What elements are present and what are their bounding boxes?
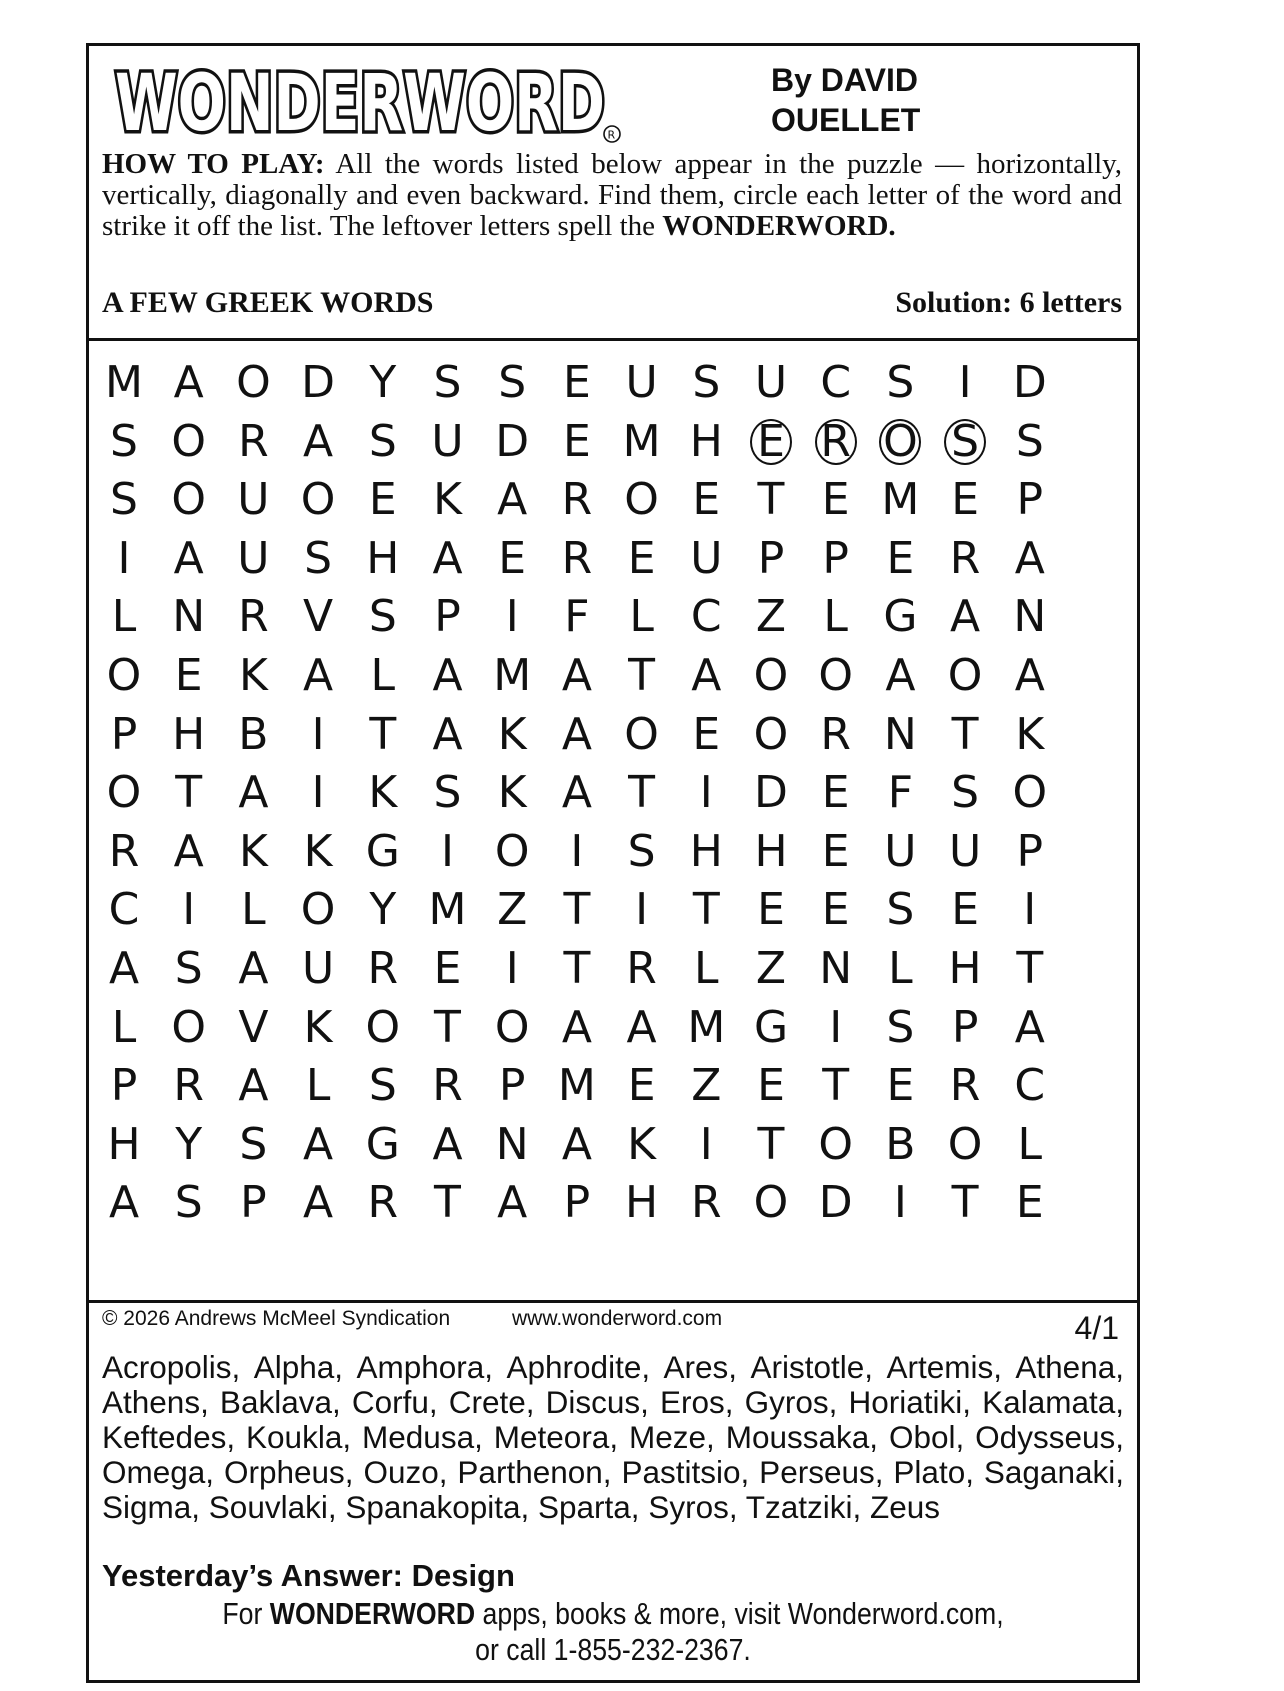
grid-cell[interactable]: I (958, 357, 972, 408)
grid-cell[interactable]: S (433, 357, 462, 408)
grid-cell[interactable]: A (1014, 1001, 1045, 1053)
grid-cell[interactable]: Z (691, 1060, 722, 1112)
grid-cell[interactable]: T (628, 650, 656, 701)
grid-cell[interactable]: O (624, 474, 659, 526)
grid-cell[interactable]: I (505, 943, 519, 994)
grid-cell[interactable]: A (173, 532, 204, 584)
grid-cell[interactable]: A (626, 1001, 657, 1053)
grid-cell[interactable]: Z (755, 591, 787, 643)
grid-cell[interactable]: A (561, 1001, 592, 1053)
grid-cell[interactable]: P (822, 532, 849, 584)
grid-cell[interactable]: O (494, 825, 530, 877)
promo-brand: WONDERWORD (269, 1596, 476, 1631)
grid-cell[interactable]: E (562, 357, 591, 408)
grid-cell[interactable]: O (753, 650, 789, 701)
solution-length: Solution: 6 letters (895, 286, 1122, 319)
grid-cell[interactable]: A (432, 532, 463, 584)
grid-cell[interactable]: T (692, 884, 720, 936)
grid-cell[interactable]: S (886, 357, 915, 408)
how-to-play-end: WONDERWORD. (662, 210, 896, 242)
grid-cell[interactable]: S (304, 532, 333, 584)
grid-cell[interactable]: M (881, 474, 920, 526)
logo-text: WONDERWORD (115, 59, 605, 148)
grid-cell[interactable]: P (110, 708, 138, 760)
grid-cell[interactable]: U (948, 825, 982, 877)
grid-cell[interactable]: T (951, 708, 979, 760)
grid-cell[interactable]: I (829, 1001, 843, 1053)
grid-cell[interactable]: O (236, 357, 271, 408)
grid-cell[interactable]: A (303, 1118, 334, 1170)
grid-cell[interactable]: L (111, 591, 137, 643)
promo (162, 1596, 1063, 1668)
grid-cell[interactable]: T (628, 767, 656, 819)
grid-cell[interactable]: H (107, 1118, 141, 1170)
grid-cell[interactable]: R (801, 411, 871, 473)
grid-cell[interactable]: S (368, 1060, 397, 1112)
grid-cell[interactable]: G (753, 1001, 789, 1053)
grid-cell[interactable]: C (820, 357, 852, 408)
grid-cell[interactable]: H (689, 415, 723, 467)
grid-cell[interactable]: K (497, 708, 527, 760)
grid-cell[interactable]: A (885, 650, 916, 701)
grid-cell[interactable]: N (172, 591, 206, 643)
grid-cell[interactable]: F (564, 591, 590, 643)
grid-cell[interactable]: A (108, 943, 140, 994)
grid-cell[interactable]: E (821, 767, 850, 819)
grid-cell[interactable]: R (561, 532, 593, 584)
grid-cell[interactable]: O (171, 415, 206, 467)
grid-cell[interactable]: U (301, 943, 335, 994)
grid-cell[interactable]: S (886, 1001, 915, 1053)
grid-cell[interactable]: P (240, 1177, 267, 1229)
grid-cell[interactable]: E (368, 474, 397, 526)
grid-cell[interactable]: B (885, 1118, 916, 1170)
grid-cell[interactable]: S (498, 357, 527, 408)
grid-cell[interactable]: T (369, 708, 397, 760)
grid-cell[interactable]: L (305, 1060, 331, 1112)
grid-cell[interactable]: O (106, 650, 142, 701)
grid-cell[interactable]: P (498, 1060, 526, 1112)
grid-cell[interactable]: A (1014, 532, 1045, 584)
grid-cell[interactable]: U (754, 357, 788, 408)
grid-cell[interactable]: U (431, 415, 464, 467)
grid-cell[interactable]: L (823, 591, 848, 643)
grid-cell[interactable]: R (432, 1060, 463, 1112)
grid-cell[interactable]: A (561, 650, 592, 701)
grid-cell[interactable]: P (1016, 474, 1044, 526)
grid-cell[interactable]: R (108, 825, 140, 877)
grid-cell[interactable]: K (238, 650, 268, 701)
grid-cell[interactable]: O (171, 1001, 206, 1053)
grid-cell[interactable]: S (886, 884, 915, 936)
grid-cell[interactable]: E (951, 474, 979, 526)
grid-cell[interactable]: S (930, 411, 1000, 473)
grid-cell[interactable]: N (1013, 591, 1047, 643)
grid-cell[interactable]: S (110, 415, 138, 467)
grid-cell[interactable]: E (692, 708, 721, 760)
grid-cell[interactable]: A (950, 591, 981, 643)
grid-cell[interactable]: E (433, 943, 462, 994)
grid-cell[interactable]: I (1023, 884, 1037, 936)
grid-cell[interactable]: L (629, 591, 654, 643)
grid-cell[interactable]: Z (497, 884, 528, 936)
grid-cell[interactable]: O (947, 650, 983, 701)
grid-cell[interactable]: V (303, 591, 334, 643)
grid-cell[interactable]: U (690, 532, 723, 584)
grid-cell[interactable]: B (238, 708, 269, 760)
how-to-play (102, 149, 1122, 242)
grid-cell[interactable]: E (951, 884, 979, 936)
grid-cell[interactable]: I (311, 767, 325, 819)
grid-cell[interactable]: H (948, 943, 982, 994)
byline-line-1: By DAVID (771, 62, 918, 98)
grid-cell[interactable]: E (821, 825, 850, 877)
grid-cell[interactable]: I (699, 1118, 713, 1170)
grid-cell[interactable]: O (753, 708, 789, 760)
puzzle-date: 4/1 (1074, 1310, 1119, 1346)
grid-cell[interactable]: A (238, 943, 269, 994)
promo-line-2: or call 1-855-232-2367. (475, 1632, 751, 1667)
how-to-play-label: HOW TO PLAY: (102, 148, 325, 180)
yesterdays-answer: Yesterday’s Answer: Design (102, 1558, 515, 1593)
grid-cell[interactable]: S (951, 767, 980, 819)
grid-cell[interactable]: A (432, 708, 463, 760)
grid-cell[interactable]: F (887, 767, 914, 819)
puzzle-theme: A FEW GREEK WORDS (102, 286, 434, 319)
grid-cell[interactable]: T (175, 767, 203, 819)
grid-cell[interactable]: R (949, 1060, 981, 1112)
grid-cell[interactable]: N (819, 943, 853, 994)
grid-cell[interactable]: E (627, 532, 656, 584)
grid-cell[interactable]: R (626, 943, 657, 994)
grid-cell[interactable]: O (494, 1001, 530, 1053)
grid-cell[interactable]: M (557, 1060, 596, 1112)
grid-cell[interactable]: D (754, 767, 788, 819)
grid-cell[interactable]: O (300, 884, 336, 936)
grid-cell[interactable]: C (690, 591, 722, 643)
grid-cell[interactable]: R (238, 415, 269, 467)
grid-cell[interactable]: A (173, 825, 204, 877)
grid-cell[interactable]: T (563, 943, 591, 994)
grid-cell[interactable]: O (365, 1001, 401, 1053)
grid-cell[interactable]: K (238, 825, 268, 877)
grid-cell[interactable]: O (753, 1177, 789, 1229)
grid-cell[interactable]: A (691, 650, 722, 701)
grid-cell[interactable]: M (687, 1001, 726, 1053)
grid-cell[interactable]: Y (175, 1118, 203, 1170)
grid-cell[interactable]: T (951, 1177, 979, 1229)
grid-cell[interactable]: E (692, 474, 721, 526)
grid-cell[interactable]: M (622, 415, 661, 467)
grid-cell[interactable]: I (699, 767, 713, 819)
grid-cell[interactable]: D (818, 1177, 853, 1229)
copyright: © 2026 Andrews McMeel Syndication (102, 1307, 451, 1330)
puzzle-footer (89, 1304, 1137, 1684)
grid-cell[interactable]: U (237, 474, 270, 526)
grid-cell[interactable]: M (493, 650, 532, 701)
website-text: www.wonderword.com (512, 1307, 723, 1330)
grid-cell[interactable]: A (561, 767, 592, 819)
promo-line-1 (162, 1596, 1063, 1632)
grid-cell[interactable]: P (1016, 825, 1044, 877)
grid-cell[interactable]: I (635, 884, 649, 936)
grid-cell[interactable]: R (691, 1177, 722, 1229)
grid-cell[interactable]: K (433, 474, 462, 526)
grid-cell[interactable]: P (110, 1060, 138, 1112)
grid-cell[interactable]: O (1012, 767, 1048, 819)
grid-cell[interactable]: O (818, 1118, 853, 1170)
grid-cell[interactable]: T (434, 1177, 461, 1229)
grid-cell[interactable]: U (237, 532, 270, 584)
grid-cell[interactable]: M (105, 357, 143, 408)
grid-cell[interactable]: D (301, 357, 336, 408)
grid-cell[interactable]: S (239, 1118, 268, 1170)
grid-cell[interactable]: I (505, 591, 519, 643)
grid-cell[interactable]: O (171, 474, 206, 526)
grid-cell[interactable]: S (110, 474, 138, 526)
grid-cell[interactable]: C (108, 884, 140, 936)
grid-cell[interactable]: E (562, 415, 591, 467)
grid-cell[interactable]: G (883, 591, 918, 643)
grid-cell[interactable]: R (561, 474, 593, 526)
puzzle-frame (86, 43, 1140, 1683)
grid-cell[interactable]: A (432, 1118, 463, 1170)
grid-cell[interactable]: K (303, 1001, 333, 1053)
grid-cell[interactable]: O (947, 1118, 983, 1170)
grid-cell[interactable]: E (886, 1060, 915, 1112)
grid-cell[interactable]: K (1015, 708, 1045, 760)
grid-cell[interactable]: A (173, 357, 204, 408)
grid-cell[interactable]: E (757, 1060, 785, 1112)
grid-cell[interactable]: K (627, 1118, 657, 1170)
grid-cell[interactable]: U (625, 357, 658, 408)
grid-cell[interactable]: U (884, 825, 917, 877)
grid-cell[interactable]: M (428, 884, 467, 936)
grid-cell[interactable]: E (1015, 1177, 1044, 1229)
grid-cell[interactable]: Y (369, 884, 397, 936)
letter-grid[interactable] (89, 344, 1137, 1299)
grid-cell[interactable]: I (441, 825, 454, 877)
grid-cell[interactable]: O (624, 708, 659, 760)
grid-cell[interactable]: I (182, 884, 196, 936)
grid-cell[interactable]: S (627, 825, 656, 877)
grid-cell[interactable]: G (365, 1118, 400, 1170)
promo-prefix: For (222, 1596, 270, 1631)
svg-text:R: R (607, 128, 616, 142)
byline (771, 60, 920, 140)
theme-row (102, 286, 1122, 326)
grid-cell[interactable]: A (303, 415, 334, 467)
grid-cell[interactable]: A (1014, 650, 1045, 701)
grid-cell[interactable]: C (1014, 1060, 1046, 1112)
grid-cell[interactable]: E (821, 474, 850, 526)
grid-cell[interactable]: K (303, 825, 333, 877)
grid-cell[interactable]: S (692, 357, 721, 408)
grid-cell[interactable]: R (820, 708, 851, 760)
grid-cell[interactable]: I (311, 708, 325, 760)
word-list: Acropolis, Alpha, Amphora, Aphrodite, Ares, Aristotle, Artemis, Athena, Athens, Baklava, Corfu, Crete, Discus, Eros, Gyros, Horiatiki, Kalamata, Keftedes, Koukla, Medusa, Meteora, Meze, Moussaka, Obol, Odysseus, Omega, Orpheus, Ouzo, Parthenon, Pastitsio, Perseus, Plato, Saganaki, Sigma, Souvlaki, Spanakopita, Sparta, Syros, Tzatziki, Zeus (102, 1349, 1124, 1525)
grid-cell[interactable]: S (1015, 415, 1044, 467)
grid-cell[interactable]: E (174, 650, 203, 701)
grid-cell[interactable]: L (1017, 1118, 1043, 1170)
grid-cell[interactable]: R (367, 943, 399, 994)
grid-cell[interactable]: S (433, 767, 462, 819)
grid-cell[interactable]: E (736, 411, 806, 473)
grid-cell[interactable]: E (886, 532, 915, 584)
grid-cell[interactable]: E (757, 884, 785, 936)
grid-cell[interactable]: A (238, 1060, 269, 1112)
grid-cell[interactable]: H (689, 825, 723, 877)
grid-cell[interactable]: K (368, 767, 398, 819)
grid-cell[interactable]: T (1016, 943, 1044, 994)
grid-cell[interactable]: Y (369, 357, 397, 408)
grid-cell[interactable]: R (238, 591, 269, 643)
grid-cell[interactable]: N (883, 708, 917, 760)
grid-cell[interactable]: O (106, 767, 142, 819)
grid-cell[interactable]: I (893, 1177, 907, 1229)
grid-cell[interactable]: O (300, 474, 336, 526)
puzzle-header (89, 46, 1137, 338)
grid-cell[interactable]: T (757, 1118, 785, 1170)
grid-cell[interactable]: E (627, 1060, 656, 1112)
grid-cell[interactable]: O (865, 411, 935, 473)
grid-cell[interactable]: H (754, 825, 788, 877)
grid-cell[interactable]: H (366, 532, 400, 584)
grid-cell[interactable]: A (497, 1177, 528, 1229)
grid-cell[interactable]: E (821, 884, 850, 936)
grid-cell[interactable]: I (570, 825, 584, 877)
grid-cell[interactable]: A (108, 1177, 140, 1229)
grid-cell[interactable]: S (368, 415, 397, 467)
grid-cell[interactable]: L (694, 943, 719, 994)
grid-cell[interactable]: P (563, 1177, 591, 1229)
byline-line-2: OUELLET (771, 102, 921, 138)
grid-cell[interactable]: P (757, 532, 785, 584)
grid-cell[interactable]: D (495, 415, 530, 467)
promo-suffix: apps, books & more, visit Wonderword.com, (475, 1596, 1004, 1631)
grid-cell[interactable]: H (172, 708, 206, 760)
grid-cell[interactable]: O (818, 650, 853, 701)
grid-cell[interactable]: A (497, 474, 528, 526)
how-to-play-text: All the words listed below appear in the puzzle — horizontally, vertically, diagonally and even backward. Find them, circle each letter of the word and strike it off the list. The leftover letters spell the (102, 148, 1122, 242)
grid-cell[interactable]: A (238, 767, 269, 819)
grid-cell[interactable]: S (174, 1177, 203, 1229)
grid-cell[interactable]: R (367, 1177, 399, 1229)
grid-cell[interactable]: A (303, 1177, 334, 1229)
divider-top (89, 338, 1137, 341)
grid-cell[interactable]: P (434, 591, 461, 643)
wonderword-logo (109, 56, 674, 148)
grid-cell[interactable]: T (563, 884, 591, 936)
divider-bottom (89, 1300, 1137, 1303)
grid-cell[interactable]: K (497, 767, 527, 819)
grid-cell[interactable]: V (238, 1001, 269, 1053)
grid-cell[interactable]: T (822, 1060, 850, 1112)
grid-cell[interactable]: P (951, 1001, 979, 1053)
grid-cell[interactable]: A (432, 650, 463, 701)
grid-cell[interactable]: G (365, 825, 400, 877)
grid-cell[interactable]: I (117, 532, 131, 584)
grid-cell[interactable]: S (368, 591, 397, 643)
grid-cell[interactable]: D (1012, 357, 1047, 408)
grid-cell[interactable]: L (370, 650, 396, 701)
grid-cell[interactable]: H (625, 1177, 659, 1229)
grid-cell[interactable]: S (174, 943, 203, 994)
grid-cell[interactable]: L (888, 943, 913, 994)
grid-cell[interactable]: L (111, 1001, 137, 1053)
grid-cell[interactable]: A (303, 650, 334, 701)
grid-cell[interactable]: N (495, 1118, 529, 1170)
grid-cell[interactable]: A (561, 1118, 592, 1170)
grid-cell[interactable]: T (434, 1001, 461, 1053)
grid-cell[interactable]: T (757, 474, 785, 526)
grid-cell[interactable]: Z (755, 943, 787, 994)
grid-cell[interactable]: L (241, 884, 266, 936)
grid-cell[interactable]: R (173, 1060, 204, 1112)
grid-cell[interactable]: R (949, 532, 981, 584)
grid-cell[interactable]: A (561, 708, 592, 760)
grid-cell[interactable]: E (498, 532, 527, 584)
